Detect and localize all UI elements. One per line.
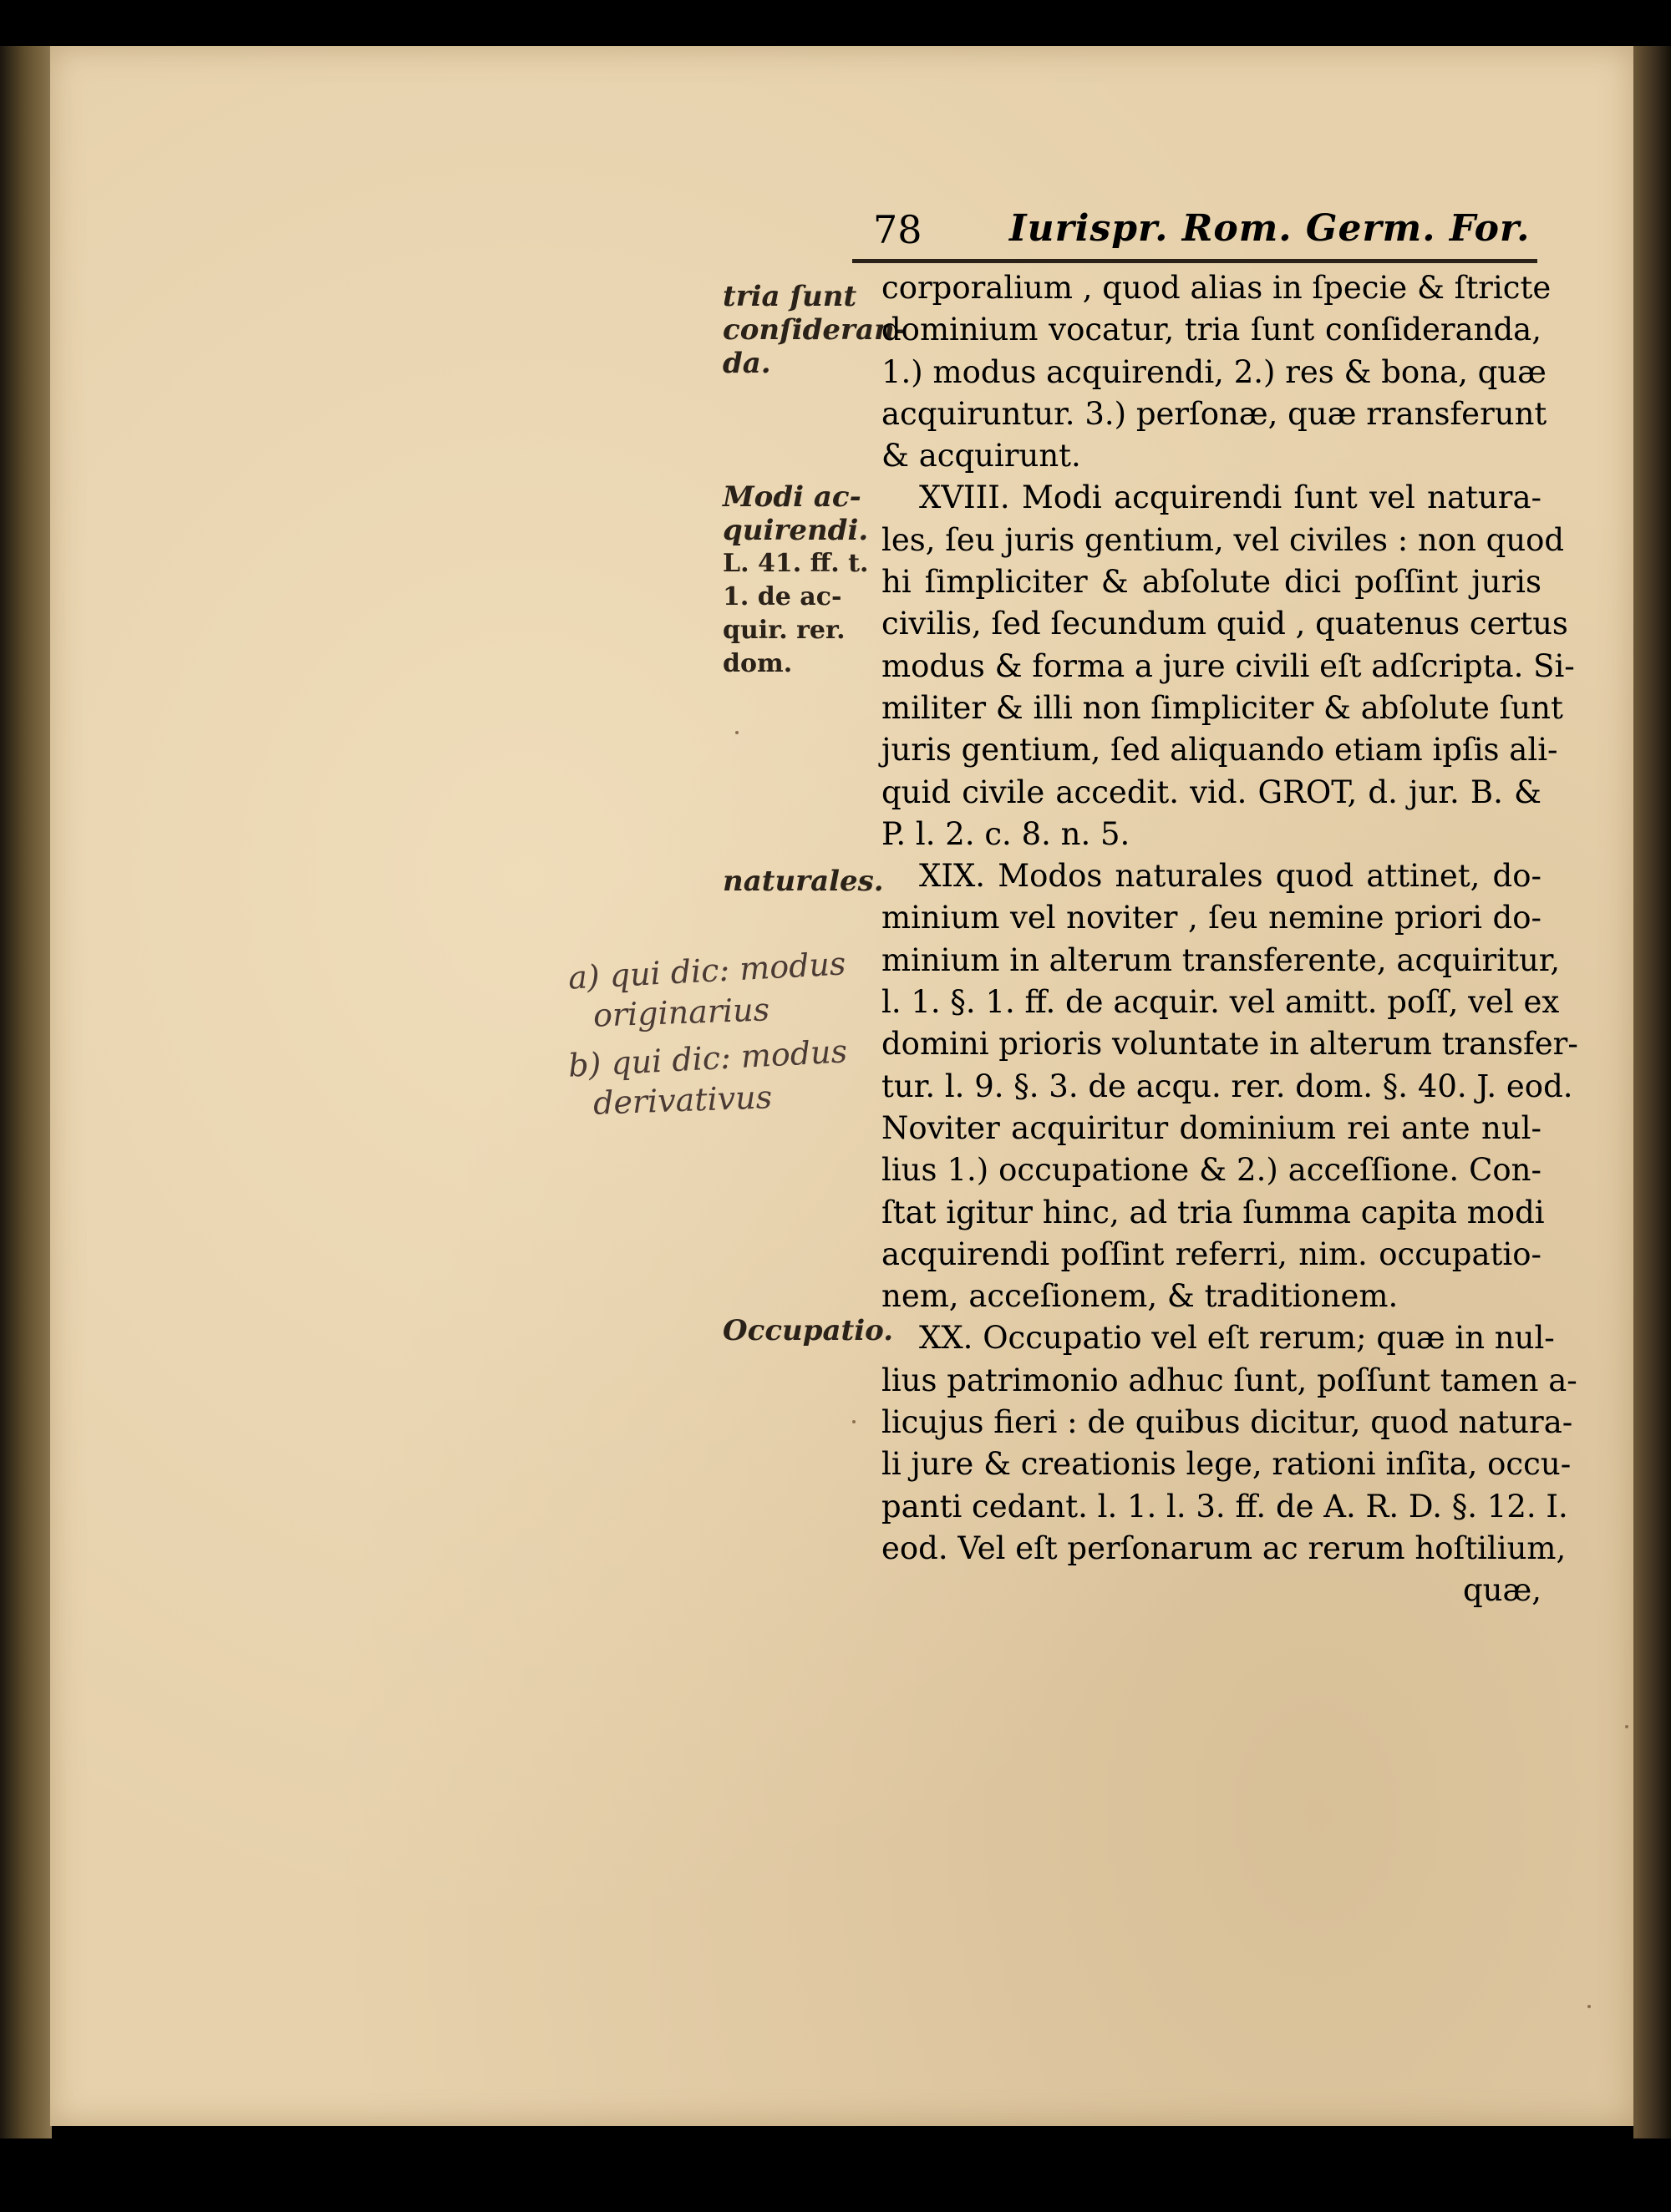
- text-line: minium in alterum transferente, acquiritur,: [881, 941, 1561, 978]
- paper-speck: [735, 731, 739, 734]
- page-header: [873, 207, 1533, 257]
- handwritten-note-a: a) qui dic: modus: [567, 945, 847, 997]
- text-line: & acquirunt.: [881, 438, 1081, 474]
- text-line: panti cedant. l. 1. l. 3. ff. de A. R. D. §. 12. I.: [881, 1488, 1568, 1525]
- text-line: minium vel noviter , ſeu nemine priori do-: [881, 900, 1541, 936]
- text-line: les, ſeu juris gentium, vel civiles : non quod: [881, 521, 1565, 558]
- text-line: nem, acceſionem, & traditionem.: [881, 1278, 1399, 1315]
- header-rule: [852, 259, 1537, 263]
- text-line: XIX. Modos naturales quod attinet, do-: [919, 858, 1541, 895]
- main-text: [881, 267, 1578, 1612]
- text-line: XVIII. Modi acquirendi ſunt vel natura-: [919, 479, 1541, 516]
- handwritten-note-b: b) qui dic: modus: [567, 1032, 849, 1084]
- margin-note-modi: Modi ac- quirendi. L. 41. ff. t. 1. de ac- quir. rer. dom.: [723, 480, 869, 678]
- margin-note-naturales: naturales.: [723, 865, 884, 898]
- text-line: eod. Vel eſt perſonarum ac rerum hoſtilium,: [881, 1530, 1567, 1566]
- text-line: domini prioris voluntate in alterum transfer-: [881, 1026, 1578, 1063]
- handwritten-note-b-2: derivativus: [592, 1078, 773, 1122]
- text-line: hi ſimpliciter & abſolute dici poſſint juris: [881, 564, 1541, 601]
- text-line: licujus fieri : de quibus dicitur, quod natura-: [881, 1404, 1573, 1441]
- handwritten-note-a-2: originarius: [592, 991, 770, 1034]
- running-head: Iurispr. Rom. Germ. For.: [1009, 207, 1531, 250]
- paper-speck: [852, 1420, 856, 1423]
- text-line: XX. Occupatio vel eſt rerum; quæ in nul-: [919, 1320, 1555, 1357]
- text-line: P. l. 2. c. 8. n. 5.: [881, 815, 1130, 852]
- text-line: lius patrimonio adhuc ſunt, poſſunt tamen a-: [881, 1362, 1577, 1398]
- text-line: li jure & creationis lege, rationi inſita, occu-: [881, 1446, 1572, 1483]
- paper-speck: [1625, 1725, 1628, 1728]
- text-line: juris gentium, ſed aliquando etiam ipſis ali-: [881, 732, 1558, 769]
- text-line: dominium vocatur, tria ſunt conſideranda,: [881, 312, 1541, 348]
- text-line: modus & forma a jure civili eſt adſcripta. Si-: [881, 647, 1575, 684]
- text-line: ſtat igitur hinc, ad tria ſumma capita modi: [881, 1194, 1545, 1230]
- book-binding: [0, 46, 52, 2138]
- text-line: l. 1. §. 1. ff. de acquir. vel amitt. poſſ, vel ex: [881, 984, 1560, 1021]
- text-line: civilis, ſed ſecundum quid , quatenus certus: [881, 606, 1568, 642]
- page-edge: [1633, 46, 1671, 2138]
- text-line: acquiruntur. 3.) perſonæ, quæ rransferunt: [881, 395, 1547, 432]
- page-number: 78: [873, 207, 922, 252]
- text-line: acquirendi poſſint referri, nim. occupatio-: [881, 1235, 1541, 1272]
- text-line: quid civile accedit. vid. GROT, d. jur. B. &: [881, 774, 1541, 810]
- text-line: 1.) modus acquirendi, 2.) res & bona, quæ: [881, 353, 1547, 390]
- paper-speck: [1587, 2005, 1591, 2008]
- text-line: lius 1.) occupatione & 2.) acceſſione. Con-: [881, 1152, 1541, 1189]
- catchword: quæ,: [1462, 1572, 1541, 1609]
- margin-note-tria: tria ſunt conſideran- da.: [723, 280, 907, 380]
- text-line: Noviter acquiritur dominium rei ante nul-: [881, 1109, 1541, 1146]
- text-line: corporalium , quod alias in ſpecie & ſtricte: [881, 270, 1552, 306]
- text-line: militer & illi non ſimpliciter & abſolute ſunt: [881, 689, 1563, 726]
- text-line: tur. l. 9. §. 3. de acqu. rer. dom. §. 40. J. eod.: [881, 1068, 1573, 1104]
- margin-note-occupatio: Occupatio.: [723, 1314, 894, 1347]
